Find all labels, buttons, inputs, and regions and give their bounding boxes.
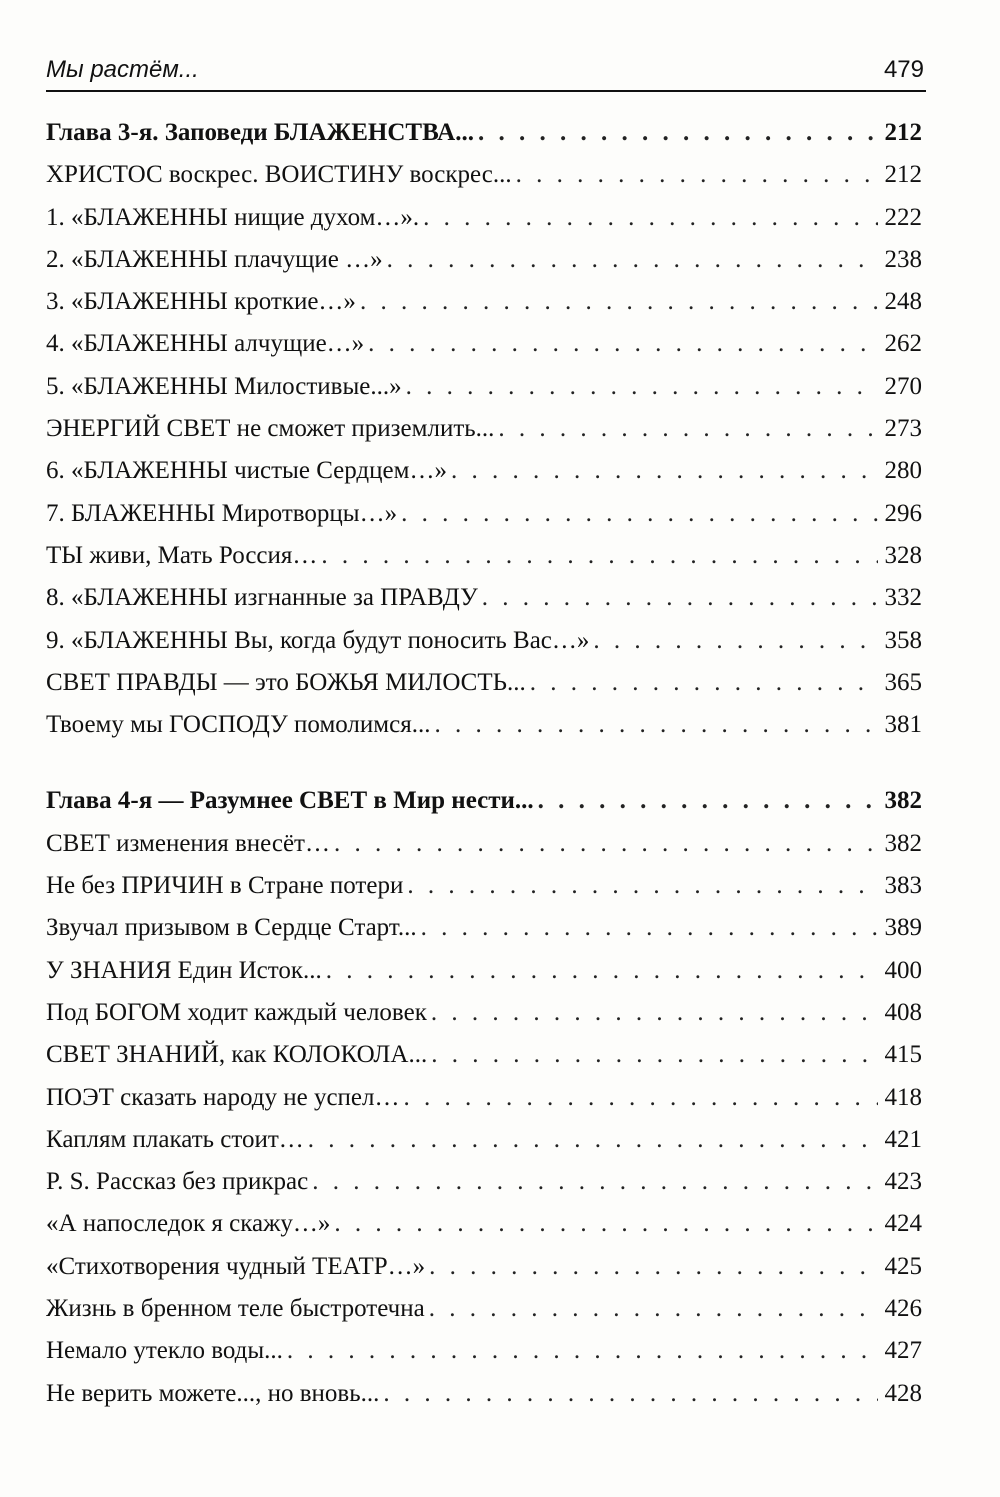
entry-page-number: 426 <box>884 1295 922 1323</box>
toc-entry <box>46 992 922 1034</box>
running-header <box>46 50 926 92</box>
running-title: Мы растём... <box>46 56 199 83</box>
entry-title: СВЕТ ЗНАНИЙ, как КОЛОКОЛА... <box>46 1041 428 1069</box>
entry-title: У ЗНАНИЯ Един Исток... <box>46 956 322 984</box>
entry-title: ТЫ живи, Мать Россия… <box>46 541 318 569</box>
dot-leader <box>287 1330 878 1372</box>
entry-page-number: 358 <box>884 626 922 654</box>
entry-title: 1. «БЛАЖЕННЫ нищие духом…». <box>46 203 420 231</box>
entry-page-number: 262 <box>884 330 922 358</box>
entry-title: «Стихотворения чудный ТЕАТР…» <box>46 1252 426 1280</box>
dot-leader <box>593 620 878 662</box>
dot-leader <box>429 1246 878 1288</box>
entry-page-number: 400 <box>884 956 922 984</box>
entry-title: Жизнь в бренном теле быстротечна <box>46 1295 425 1323</box>
toc-entry <box>46 1203 922 1245</box>
toc-entry <box>46 1034 922 1076</box>
dot-leader <box>406 366 878 408</box>
toc-entry <box>46 823 922 865</box>
toc-entry <box>46 662 922 704</box>
toc-entry <box>46 577 922 619</box>
toc-entry <box>46 323 922 365</box>
dot-leader <box>538 780 878 822</box>
entry-title: Каплям плакать стоит… <box>46 1125 304 1153</box>
chapter-heading <box>46 780 922 822</box>
entry-page-number: 248 <box>884 288 922 316</box>
entry-page-number: 415 <box>884 1041 922 1069</box>
entry-page-number: 418 <box>884 1083 922 1111</box>
entry-title: 8. «БЛАЖЕННЫ изгнанные за ПРАВДУ <box>46 584 478 612</box>
entry-page-number: 238 <box>884 245 922 273</box>
entry-page-number: 296 <box>884 499 922 527</box>
entry-page-number: 222 <box>884 203 922 231</box>
entry-page-number: 382 <box>884 829 922 857</box>
dot-leader <box>368 323 878 365</box>
toc-entry <box>46 239 922 281</box>
toc-entry <box>46 281 922 323</box>
entry-page-number: 427 <box>884 1337 922 1365</box>
toc-entry <box>46 907 922 949</box>
toc-entry <box>46 535 922 577</box>
toc-entry <box>46 1246 922 1288</box>
dot-leader <box>478 112 878 154</box>
entry-title: Немало утекло воды... <box>46 1337 283 1365</box>
entry-page-number: 280 <box>884 457 922 485</box>
entry-title: Под БОГОМ ходит каждый человек <box>46 998 427 1026</box>
entry-title: 3. «БЛАЖЕННЫ кроткие…» <box>46 288 356 316</box>
entry-page-number: 383 <box>884 872 922 900</box>
chapter-heading <box>46 112 922 154</box>
dot-leader <box>530 662 878 704</box>
toc-entry <box>46 950 922 992</box>
toc-entry <box>46 450 922 492</box>
toc-entry <box>46 1077 922 1119</box>
entry-title: ХРИСТОС воскрес. ВОИСТИНУ воскрес... <box>46 161 512 189</box>
entry-page-number: 270 <box>884 372 922 400</box>
dot-leader <box>404 1077 879 1119</box>
toc-entry <box>46 197 922 239</box>
toc-entry <box>46 620 922 662</box>
entry-title: СВЕТ ПРАВДЫ — это БОЖЬЯ МИЛОСТЬ... <box>46 668 526 696</box>
entry-title: 4. «БЛАЖЕННЫ алчущие…» <box>46 330 365 358</box>
dot-leader <box>321 535 878 577</box>
dot-leader <box>516 154 878 196</box>
toc-entry <box>46 408 922 450</box>
entry-title: ЭНЕРГИЙ СВЕТ не сможет приземлить... <box>46 415 495 443</box>
entry-page-number: 212 <box>884 119 922 146</box>
dot-leader <box>431 1034 878 1076</box>
toc-section <box>46 780 922 1414</box>
entry-title: Твоему мы ГОСПОДУ помолимся... <box>46 711 431 739</box>
dot-leader <box>383 1373 878 1415</box>
dot-leader <box>451 450 878 492</box>
dot-leader <box>482 577 878 619</box>
toc-section <box>46 112 922 746</box>
toc-entry <box>46 704 922 746</box>
entry-title: СВЕТ изменения внесёт… <box>46 829 330 857</box>
toc-entry <box>46 493 922 535</box>
toc-entry <box>46 1288 922 1330</box>
chapter-title: Глава 4-я — Разумнее СВЕТ в Мир нести... <box>46 787 534 815</box>
dot-leader <box>334 1203 878 1245</box>
entry-page-number: 328 <box>884 541 922 569</box>
entry-page-number: 423 <box>884 1168 922 1196</box>
entry-title: ПОЭТ сказать народу не успел… <box>46 1083 400 1111</box>
entry-page-number: 365 <box>884 668 922 696</box>
entry-title: 5. «БЛАЖЕННЫ Милостивые...» <box>46 372 402 400</box>
toc-entry <box>46 1330 922 1372</box>
dot-leader <box>387 239 878 281</box>
dot-leader <box>334 823 878 865</box>
entry-page-number: 389 <box>884 914 922 942</box>
entry-title: P. S. Рассказ без прикрас <box>46 1168 309 1196</box>
toc-entry <box>46 865 922 907</box>
entry-page-number: 273 <box>884 415 922 443</box>
table-of-contents <box>46 112 922 1415</box>
dot-leader <box>326 950 878 992</box>
toc-entry <box>46 366 922 408</box>
dot-leader <box>421 907 878 949</box>
entry-page-number: 425 <box>884 1252 922 1280</box>
entry-page-number: 382 <box>884 787 922 815</box>
page-number: 479 <box>883 56 924 83</box>
dot-leader <box>360 281 878 323</box>
entry-title: Звучал призывом в Сердце Старт... <box>46 914 417 942</box>
toc-entry <box>46 1161 922 1203</box>
toc-entry <box>46 1119 922 1161</box>
entry-title: 7. БЛАЖЕННЫ Миротворцы…» <box>46 499 398 527</box>
entry-page-number: 332 <box>884 584 922 612</box>
entry-title: «А напоследок я скажу…» <box>46 1210 331 1238</box>
entry-page-number: 421 <box>884 1125 922 1153</box>
dot-leader <box>308 1119 878 1161</box>
entry-title: Не верить можете..., но вновь... <box>46 1379 380 1407</box>
dot-leader <box>407 865 878 907</box>
entry-page-number: 428 <box>884 1379 922 1407</box>
dot-leader <box>429 1288 878 1330</box>
dot-leader <box>312 1161 878 1203</box>
entry-page-number: 424 <box>884 1210 922 1238</box>
entry-page-number: 381 <box>884 711 922 739</box>
chapter-title: Глава 3-я. Заповеди БЛАЖЕНСТВА... <box>46 119 474 146</box>
entry-title: Не без ПРИЧИН в Стране потери <box>46 872 404 900</box>
dot-leader <box>431 992 878 1034</box>
entry-page-number: 408 <box>884 998 922 1026</box>
toc-entry <box>46 1373 922 1415</box>
dot-leader <box>434 704 878 746</box>
entry-page-number: 212 <box>884 161 922 189</box>
dot-leader <box>401 493 878 535</box>
dot-leader <box>423 197 878 239</box>
entry-title: 9. «БЛАЖЕННЫ Вы, когда будут поносить Вас…» <box>46 626 590 654</box>
dot-leader <box>498 408 878 450</box>
toc-entry <box>46 154 922 196</box>
entry-title: 6. «БЛАЖЕННЫ чистые Сердцем…» <box>46 457 447 485</box>
entry-title: 2. «БЛАЖЕННЫ плачущие …» <box>46 245 383 273</box>
